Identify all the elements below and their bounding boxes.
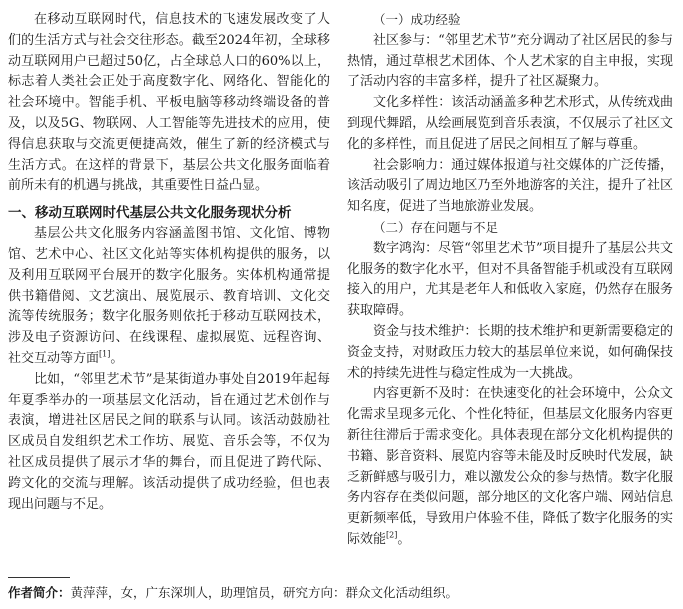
community-participation-paragraph: 社区参与：“邻里艺术节”充分调动了社区居民的参与热情，通过草根艺术团体、个人艺术家的自主申报，实现了活动内容的丰富多样，提升了社区凝聚力。	[347, 32, 673, 90]
citation-1: [1]	[99, 349, 111, 359]
funding-tech-paragraph: 资金与技术维护：长期的技术维护和更新需要稳定的资金支持，对财政压力较大的基层单位来说，如何确保技术的持续先进性与稳定性成为一大挑战。	[347, 323, 673, 381]
author-bio	[8, 583, 678, 603]
subsection-heading-success: （一）成功经验	[373, 12, 461, 27]
digital-divide-paragraph: 数字鸿沟：尽管“邻里艺术节”项目提升了基层公共文化服务的数字化水平，但对不具备智能手机或没有互联网接入的用户，尤其是老年人和低收入家庭，仍然存在服务获取障碍。	[347, 240, 673, 319]
intro-paragraph: 在移动互联网时代，信息技术的飞速发展改变了人们的生活方式与社会交往形态。截至2024年初，全球移动互联网用户已超过50亿，占全球总人口的60%以上，标志着人类社会正处于高度数字化、网络化、智能化的社会环境中。智能手机、平板电脑等移动终端设备的普及，以及5G、物联网、人工智能等先进技术的应用，使得信息获取与交流更便捷高效，催生了新的经济模式与生活方式。在这样的背景下，基层公共文化服务面临着前所未有的机遇与挑战，其重要性日益凸显。	[8, 12, 330, 194]
service-content-end: 。	[110, 350, 124, 366]
social-influence-paragraph: 社会影响力：通过媒体报道与社交媒体的广泛传播，该活动吸引了周边地区乃至外地游客的关注，提升了社区知名度，促进了当地旅游业发展。	[347, 157, 673, 215]
left-column	[8, 10, 330, 515]
content-update-paragraph	[347, 384, 673, 550]
cultural-diversity-paragraph: 文化多样性：该活动涵盖多种艺术形式，从传统戏曲到现代舞蹈，从绘画展览到音乐表演，不仅展示了社区文化的多样性，而且促进了居民之间相互了解与尊重。	[347, 95, 673, 152]
content-update-end: 。	[397, 531, 411, 547]
author-bio-label: 作者简介：	[8, 585, 71, 600]
content-update-text: 内容更新不及时：在快速变化的社会环境中，公众文化需求呈现多元化、个性化特征，但基层文化服务内容更新往往滞后于需求变化。具体表现在部分文化机构提供的书籍、影音资料、展览内容等未能及时反映时代发展，缺乏新鲜感与吸引力，难以激发公众的参与热情。数字化服务内容存在类似问题，部分地区的文化客户端、网站信息更新频率低，导致用户体验不佳，降低了数字化服务的实际效能	[347, 386, 673, 547]
right-column	[347, 10, 673, 551]
author-bio-text: 黄萍萍，女，广东深圳人，助理馆员，研究方向：群众文化活动组织。	[70, 585, 459, 600]
subsection-heading-problems: （二）存在问题与不足	[373, 219, 499, 235]
section-heading-1: 一、移动互联网时代基层公共文化服务现状分析	[8, 205, 292, 222]
citation-2: [2]	[386, 530, 398, 540]
footnote-divider	[8, 577, 70, 578]
service-content-paragraph	[8, 224, 330, 370]
service-content-text: 基层公共文化服务内容涵盖图书馆、文化馆、博物馆、艺术中心、社区文化站等实体机构提供的服务，以及利用互联网平台展开的数字化服务。实体机构通常提供书籍借阅、文艺演出、展览展示、教育培训、文化交流等传统服务；数字化服务则依托于移动互联网技术，涉及电子资源访问、在线课程、虚拟展览、远程咨询、社交互动等方面	[8, 226, 330, 366]
festival-example-paragraph: 比如，“邻里艺术节”是某街道办事处自2019年起每年夏季举办的一项基层文化活动，旨在通过艺术创作与表演，增进社区居民之间的联系与认同。该活动鼓励社区成员自发组织艺术工作坊、展览、音乐会等，不仅为社区成员提供了展示才华的舞台，而且促进了跨代际、跨文化的交流与理解。该活动提供了成功经验，但也表现出问题与不足。	[8, 371, 330, 512]
